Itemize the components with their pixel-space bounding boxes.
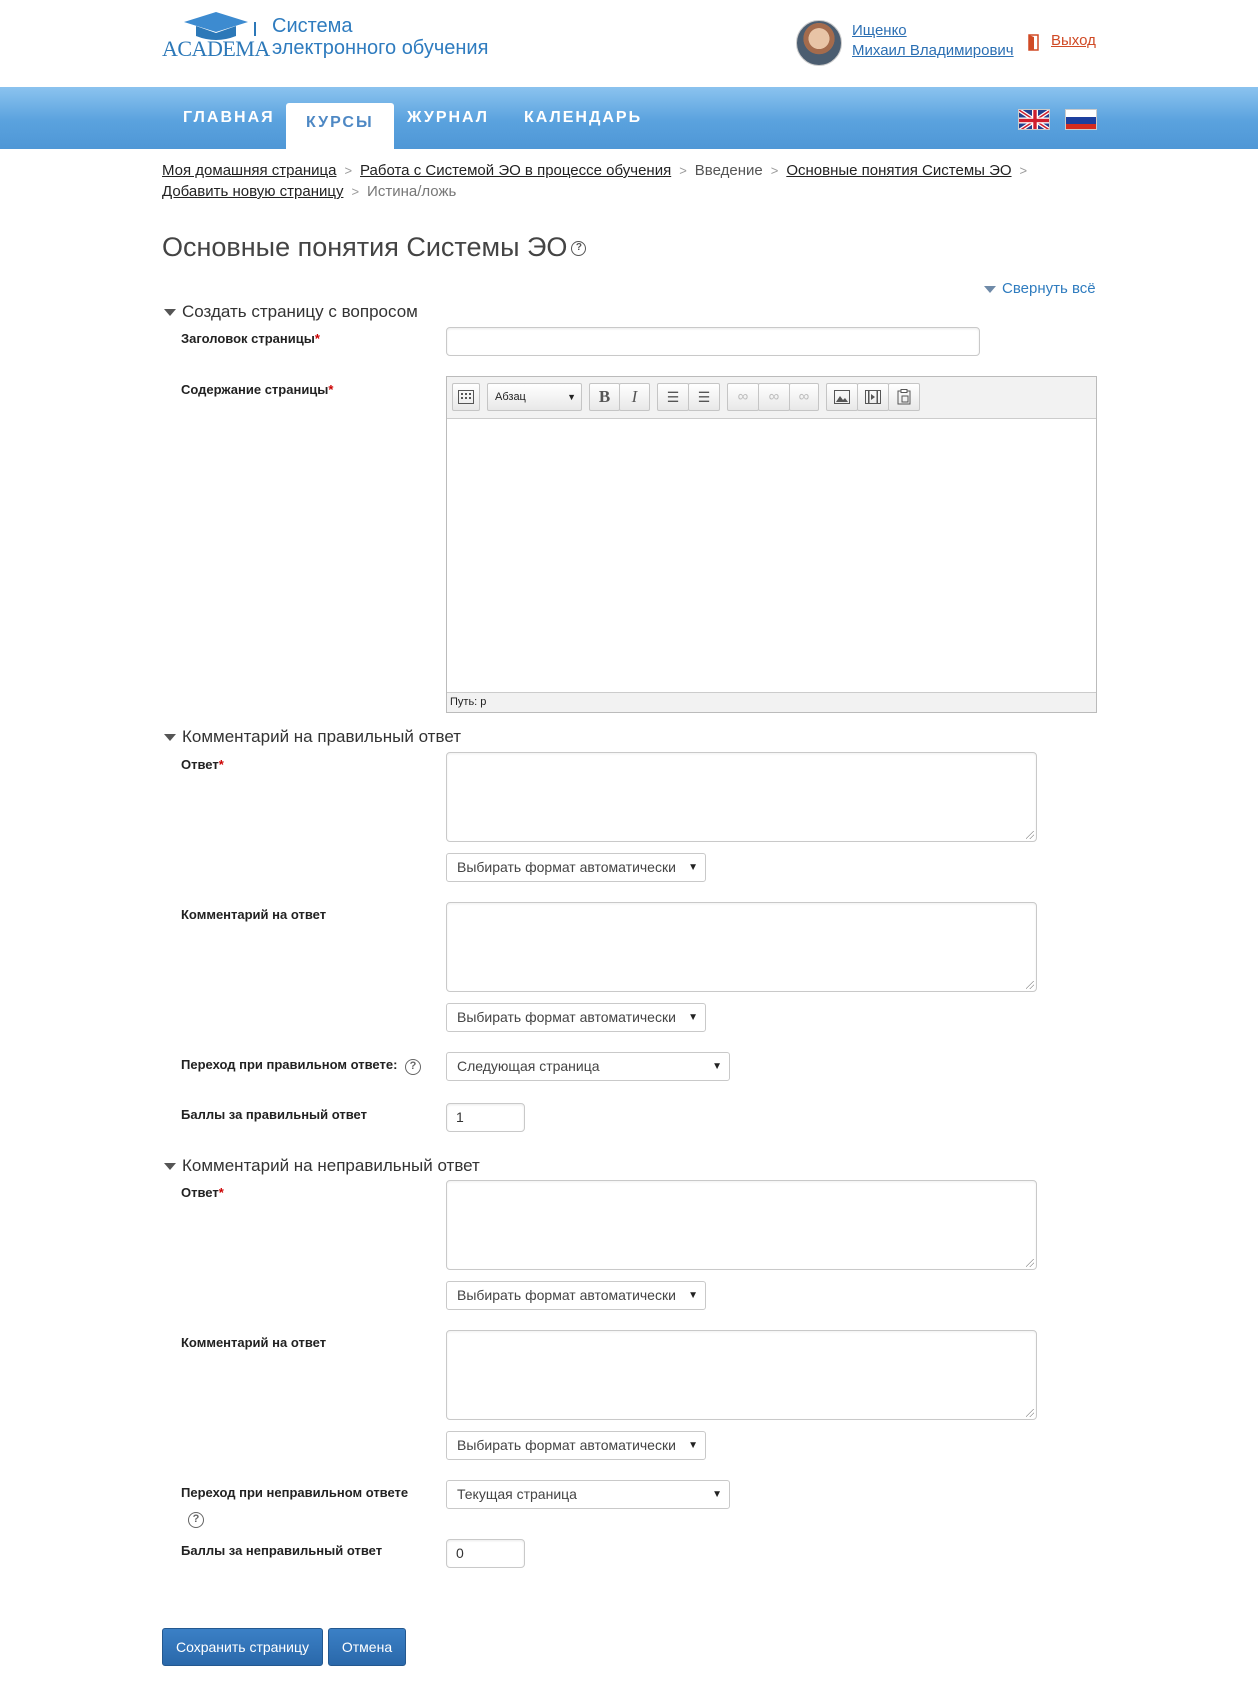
chevron-down-icon: ▼ (567, 392, 576, 402)
nav-calendar[interactable]: КАЛЕНДАРЬ (524, 109, 643, 126)
site-header (0, 0, 1258, 87)
correct-score-label: Баллы за правильный ответ (181, 1107, 367, 1122)
breadcrumb-separator: > (1019, 163, 1028, 178)
site-title-line2: электронного обучения (272, 37, 489, 59)
help-icon[interactable]: ? (571, 241, 586, 256)
editor-toolbar (447, 377, 1096, 419)
avatar[interactable] (796, 20, 842, 66)
format-select-value: Выбирать формат автоматически (457, 859, 676, 875)
jump-select-value: Текущая страница (457, 1486, 577, 1502)
page-title-text: Основные понятия Системы ЭО (162, 232, 568, 262)
section-correct-answer-feedback[interactable] (164, 727, 461, 747)
breadcrumb-intro: Введение (694, 162, 763, 179)
correct-score-input[interactable]: 1 (446, 1103, 525, 1132)
wrong-answer-textarea[interactable] (446, 1180, 1037, 1270)
logout-link[interactable]: Выход (1051, 32, 1096, 49)
chevron-down-icon: ▼ (712, 1489, 722, 1500)
paste-icon[interactable] (888, 383, 920, 411)
nav-journal[interactable]: ЖУРНАЛ (407, 109, 490, 126)
section-title-label[interactable]: Комментарий на неправильный ответ (182, 1156, 480, 1175)
format-select-value: Выбирать формат автоматически (457, 1009, 676, 1025)
wrong-feedback-format-select[interactable] (446, 1431, 706, 1460)
wrong-feedback-label: Комментарий на ответ (181, 1335, 327, 1350)
wrong-answer-format-select[interactable] (446, 1281, 706, 1310)
jump-select-value: Следующая страница (457, 1058, 600, 1074)
correct-jump-label: Переход при правильном ответе: ? (181, 1057, 421, 1075)
collapse-all-label[interactable]: Свернуть всё (1002, 280, 1096, 297)
user-name-link[interactable] (852, 21, 1014, 61)
site-title (272, 15, 488, 59)
editor-status-bar (447, 692, 1096, 712)
correct-answer-format-select[interactable] (446, 853, 706, 882)
format-select-value: Выбирать формат автоматически (457, 1287, 676, 1303)
help-icon[interactable]: ? (188, 1512, 204, 1528)
triangle-down-icon (164, 1163, 176, 1170)
correct-feedback-label: Комментарий на ответ (181, 907, 327, 922)
breadcrumb (162, 160, 1102, 202)
help-icon[interactable]: ? (405, 1059, 421, 1075)
numbered-list-icon[interactable]: ☰ (688, 383, 720, 411)
english-flag-icon[interactable] (1018, 109, 1050, 130)
site-title-line1: Система (272, 15, 353, 37)
collapse-all-link[interactable] (984, 280, 1096, 297)
correct-feedback-textarea[interactable] (446, 902, 1037, 992)
toolbar-toggle-icon[interactable] (452, 383, 480, 411)
wrong-jump-select[interactable] (446, 1480, 730, 1509)
unlink-icon[interactable]: ∞ (758, 383, 790, 411)
paragraph-format-select[interactable] (487, 383, 582, 411)
wrong-feedback-textarea[interactable] (446, 1330, 1037, 1420)
nav-courses[interactable]: КУРСЫ (286, 103, 394, 149)
paragraph-format-value: Абзац (495, 391, 526, 403)
breadcrumb-separator: > (351, 184, 360, 199)
correct-answer-textarea[interactable] (446, 752, 1037, 842)
triangle-down-icon (164, 734, 176, 741)
italic-icon[interactable]: I (619, 383, 650, 411)
image-icon[interactable] (826, 383, 858, 411)
breadcrumb-lesson[interactable]: Основные понятия Системы ЭО (786, 162, 1012, 179)
chevron-down-icon: ▼ (688, 1440, 698, 1451)
save-page-button[interactable]: Сохранить страницу (162, 1628, 323, 1666)
page-title-input[interactable] (446, 327, 980, 356)
logout-door-icon[interactable] (1026, 34, 1040, 51)
breadcrumb-add-page[interactable]: Добавить новую страницу (162, 183, 344, 200)
nav-home[interactable]: ГЛАВНАЯ (183, 109, 275, 126)
section-wrong-answer-feedback[interactable] (164, 1156, 480, 1176)
editor-path: Путь: p (450, 696, 487, 708)
logo-text: ACADEMA (162, 36, 270, 61)
section-title-label[interactable]: Комментарий на правильный ответ (182, 727, 461, 746)
chevron-down-icon: ▼ (712, 1061, 722, 1072)
section-create-question-page[interactable] (164, 302, 418, 322)
correct-jump-select[interactable] (446, 1052, 730, 1081)
correct-feedback-format-select[interactable] (446, 1003, 706, 1032)
page-title (162, 232, 586, 263)
section-title-label[interactable]: Создать страницу с вопросом (182, 302, 418, 321)
format-select-value: Выбирать формат автоматически (457, 1437, 676, 1453)
breadcrumb-separator: > (770, 163, 779, 178)
breadcrumb-current: Истина/ложь (367, 183, 457, 200)
rich-text-editor[interactable] (446, 376, 1097, 713)
anchor-icon[interactable]: ∞ (789, 383, 819, 411)
breadcrumb-separator: > (679, 163, 687, 178)
correct-answer-label: Ответ* (181, 757, 224, 772)
media-icon[interactable] (857, 383, 889, 411)
page-content-label: Содержание страницы* (181, 382, 334, 397)
user-last-name[interactable]: Ищенко (852, 22, 907, 39)
cancel-button[interactable]: Отмена (328, 1628, 406, 1666)
wrong-answer-label: Ответ* (181, 1185, 224, 1200)
triangle-down-icon (164, 309, 176, 316)
russian-flag-icon[interactable] (1065, 109, 1097, 130)
link-icon[interactable]: ∞ (727, 383, 759, 411)
bold-icon[interactable]: B (589, 383, 620, 411)
breadcrumb-home[interactable]: Моя домашняя страница (162, 162, 337, 179)
chevron-down-icon: ▼ (688, 1290, 698, 1301)
chevron-down-icon: ▼ (688, 1012, 698, 1023)
wrong-score-label: Баллы за неправильный ответ (181, 1543, 383, 1558)
breadcrumb-separator: > (344, 163, 353, 178)
page-title-label: Заголовок страницы* (181, 331, 320, 346)
academa-logo[interactable] (162, 12, 272, 61)
bullet-list-icon[interactable]: ☰ (657, 383, 689, 411)
user-first-middle-name[interactable]: Михаил Владимирович (852, 42, 1014, 59)
chevron-down-icon: ▼ (688, 862, 698, 873)
wrong-score-input[interactable]: 0 (446, 1539, 525, 1568)
triangle-down-icon (984, 286, 996, 293)
breadcrumb-course[interactable]: Работа с Системой ЭО в процессе обучения (360, 162, 672, 179)
wrong-jump-label: Переход при неправильном ответе (181, 1485, 409, 1500)
